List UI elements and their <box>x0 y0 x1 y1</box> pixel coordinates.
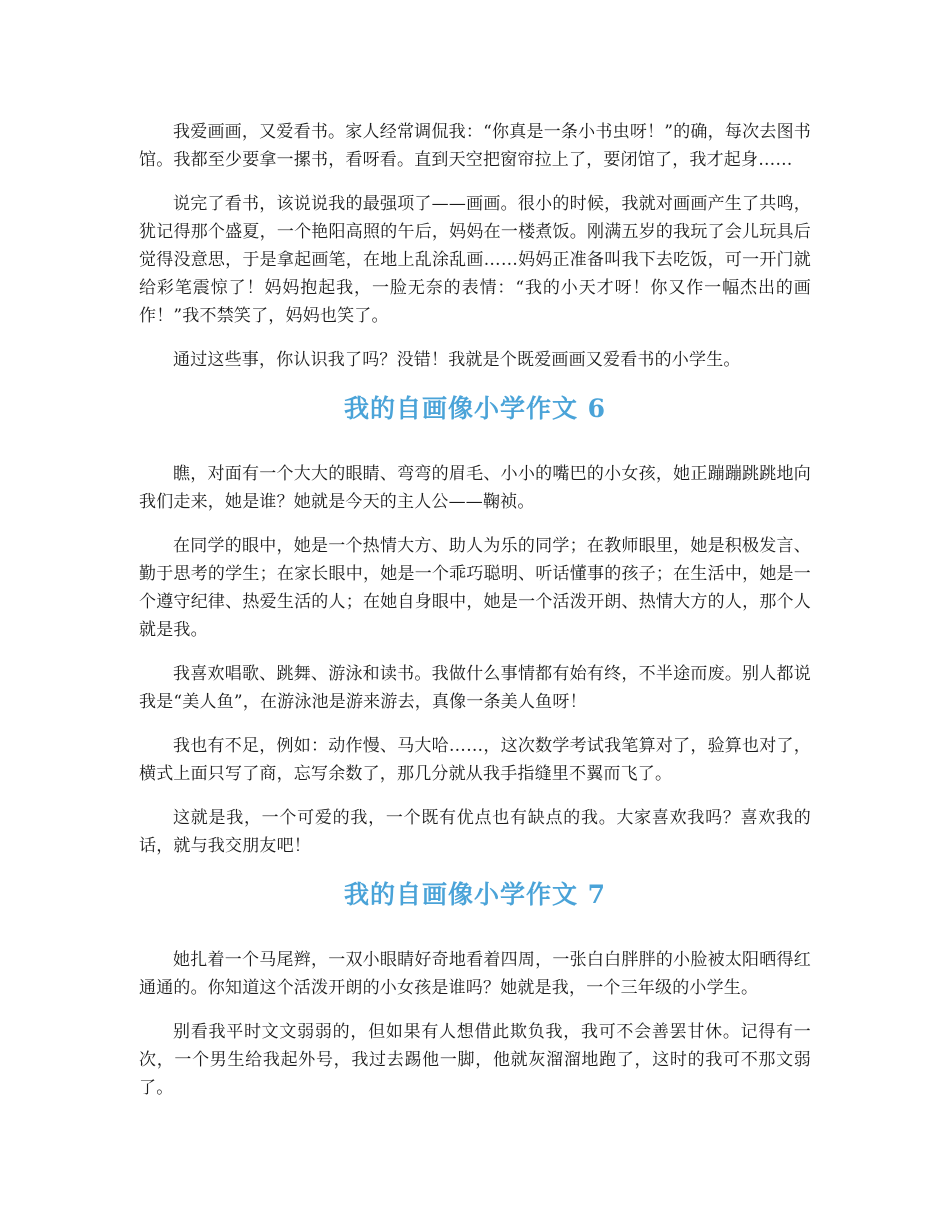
paragraph: 我喜欢唱歌、跳舞、游泳和读书。我做什么事情都有始有终，不半途而废。别人都说我是“美人鱼”，在游泳池是游来游去，真像一条美人鱼呀！ <box>139 664 811 712</box>
paragraph: 瞧，对面有一个大大的眼睛、弯弯的眉毛、小小的嘴巴的小女孩，她正蹦蹦跳跳地向我们走来，她是谁？她就是今天的主人公——鞠祯。 <box>139 464 811 512</box>
paragraph: 我爱画画，又爱看书。家人经常调侃我：“你真是一条小书虫呀！”的确，每次去图书馆。我都至少要拿一摞书，看呀看。直到天空把窗帘拉上了，要闭馆了，我才起身…… <box>139 122 811 170</box>
paragraph: 通过这些事，你认识我了吗？没错！我就是个既爱画画又爱看书的小学生。 <box>173 350 741 370</box>
section-heading: 我的自画像小学作文 6 <box>343 394 607 423</box>
paragraph: 说完了看书，该说说我的最强项了——画画。很小的时候，我就对画画产生了共鸣，犹记得那个盛夏，一个艳阳高照的午后，妈妈在一楼煮饭。刚满五岁的我玩了会儿玩具后觉得没意思，于是拿起画笔，在地上乱涂乱画……妈妈正准备叫我下去吃饭，可一开门就给彩笔震惊了！妈妈抱起我，一脸无奈的表情：“我的小天才呀！你又作一幅杰出的画作！”我不禁笑了，妈妈也笑了。 <box>139 194 811 326</box>
paragraph: 别看我平时文文弱弱的，但如果有人想借此欺负我，我可不会善罢甘休。记得有一次，一个男生给我起外号，我过去踢他一脚，他就灰溜溜地跑了，这时的我可不那文弱了。 <box>139 1022 811 1098</box>
paragraph: 我也有不足，例如：动作慢、马大哈……，这次数学考试我笔算对了，验算也对了，横式上面只写了商，忘写余数了，那几分就从我手指缝里不翼而飞了。 <box>139 736 811 784</box>
paragraph: 在同学的眼中，她是一个热情大方、助人为乐的同学；在教师眼里，她是积极发言、勤于思考的学生；在家长眼中，她是一个乖巧聪明、听话懂事的孩子；在生活中，她是一个遵守纪律、热爱生活的人；在她自身眼中，她是一个活泼开朗、热情大方的人，那个人就是我。 <box>139 536 811 640</box>
document-page <box>139 118 811 1118</box>
paragraph: 她扎着一个马尾辫，一双小眼睛好奇地看着四周，一张白白胖胖的小脸被太阳晒得红通通的。你知道这个活泼开朗的小女孩是谁吗？她就是我，一个三年级的小学生。 <box>139 950 811 998</box>
paragraph: 这就是我，一个可爱的我，一个既有优点也有缺点的我。大家喜欢我吗？喜欢我的话，就与我交朋友吧！ <box>139 808 811 856</box>
section-heading: 我的自画像小学作文 7 <box>343 880 607 909</box>
